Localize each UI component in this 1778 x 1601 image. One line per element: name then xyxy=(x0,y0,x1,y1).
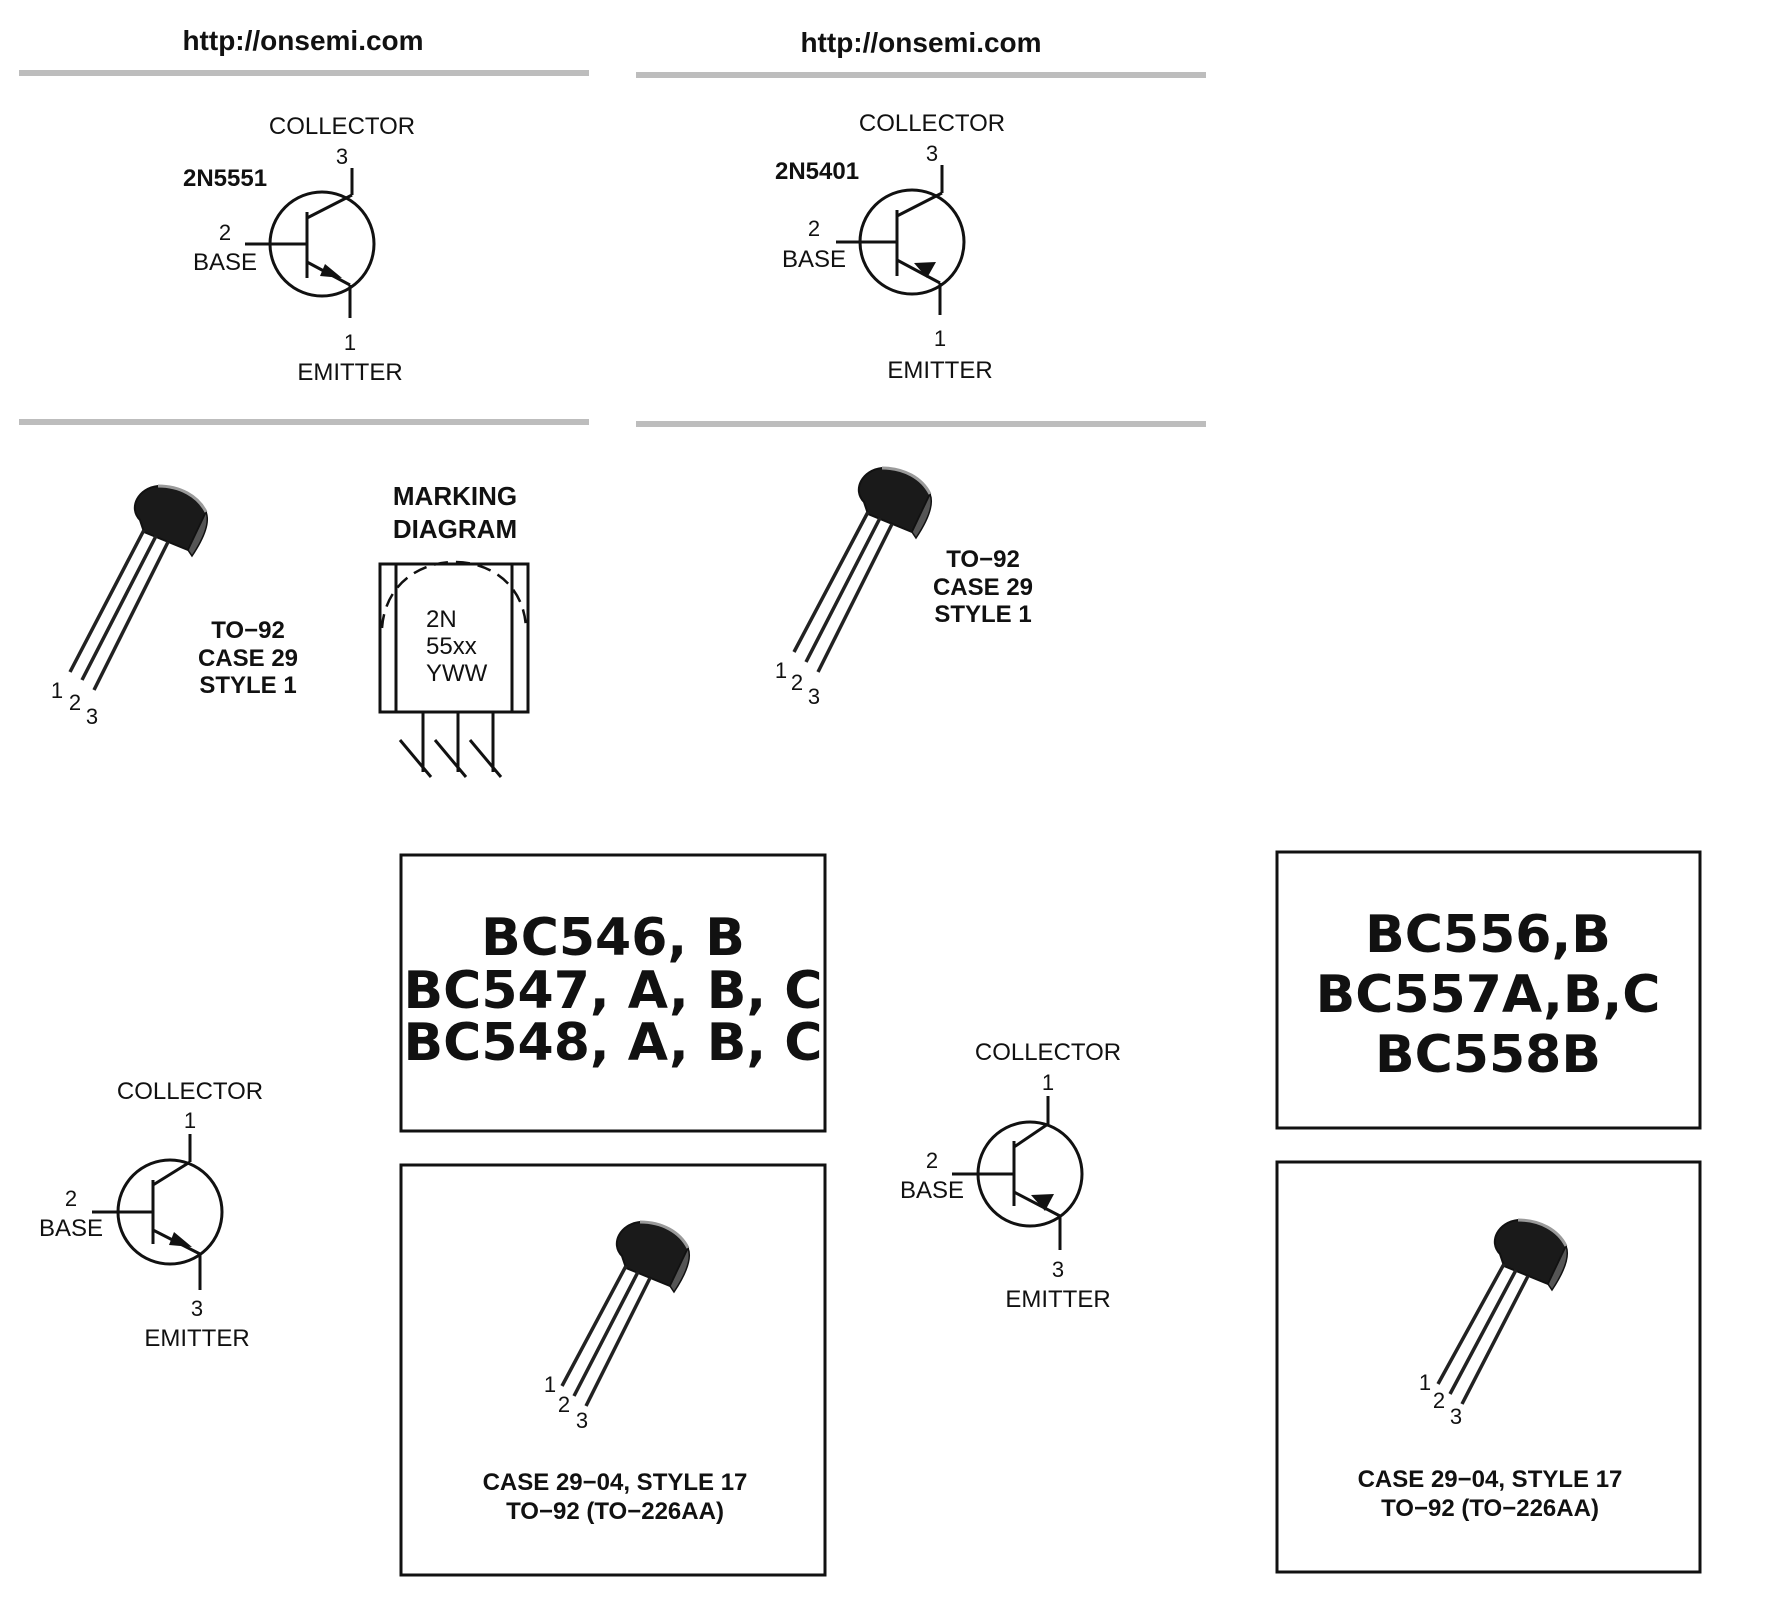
base-label: BASE xyxy=(781,246,847,273)
part-line-1: BC546, B xyxy=(481,908,745,968)
part-box-bc556 xyxy=(1277,852,1700,1128)
collector-label: COLLECTOR xyxy=(268,113,416,140)
collector-label: COLLECTOR xyxy=(858,110,1006,137)
emitter-label: EMITTER xyxy=(1005,1286,1111,1313)
transistor-symbol-bc54x xyxy=(39,1078,263,1352)
emitter-pin: 3 xyxy=(190,1296,204,1321)
case-line-2: TO−92 (TO−226AA) xyxy=(506,1498,724,1525)
part-line-1: BC556,B xyxy=(1365,905,1611,965)
marking-text-3: YWW xyxy=(426,660,488,687)
part-line-3: BC558B xyxy=(1375,1025,1601,1085)
url-left: http://onsemi.com xyxy=(182,25,424,56)
collector-label: COLLECTOR xyxy=(974,1039,1122,1066)
pin-1: 1 xyxy=(774,658,788,683)
base-pin: 2 xyxy=(925,1148,939,1173)
case-line-1: TO−92 xyxy=(946,546,1020,573)
pin-2: 2 xyxy=(790,670,804,695)
base-label: BASE xyxy=(192,249,258,276)
base-label: BASE xyxy=(38,1215,104,1242)
case-box-right xyxy=(1277,1162,1700,1572)
collector-pin: 1 xyxy=(183,1108,197,1133)
collector-pin: 3 xyxy=(925,141,939,166)
pin-1: 1 xyxy=(543,1372,557,1397)
emitter-label: EMITTER xyxy=(887,357,993,384)
pin-2: 2 xyxy=(557,1392,571,1417)
part-box-bc546 xyxy=(401,855,825,1131)
base-pin: 2 xyxy=(807,216,821,241)
case-line-2: CASE 29 xyxy=(932,574,1034,601)
case-line-2: TO−92 (TO−226AA) xyxy=(1381,1495,1599,1522)
pin-3: 3 xyxy=(85,704,99,729)
marking-title-2: DIAGRAM xyxy=(392,514,518,544)
part-number: 2N5401 xyxy=(775,158,860,185)
to92-package-right xyxy=(775,468,1033,709)
part-number: 2N5551 xyxy=(183,165,268,192)
collector-label: COLLECTOR xyxy=(116,1078,264,1105)
part-line-2: BC547, A, B, C xyxy=(403,961,823,1021)
collector-pin: 3 xyxy=(335,144,349,169)
base-pin: 2 xyxy=(64,1186,78,1211)
pin-2: 2 xyxy=(68,690,82,715)
case-line-3: STYLE 1 xyxy=(934,601,1032,628)
marking-diagram xyxy=(380,481,528,777)
base-pin: 2 xyxy=(218,220,232,245)
emitter-label: EMITTER xyxy=(297,359,403,386)
pin-1: 1 xyxy=(50,678,64,703)
url-right: http://onsemi.com xyxy=(800,27,1042,58)
part-line-3: BC548, A, B, C xyxy=(403,1013,823,1073)
pin-3: 3 xyxy=(575,1408,589,1433)
case-line-1: TO−92 xyxy=(211,617,285,644)
pin-3: 3 xyxy=(807,684,821,709)
emitter-pin: 1 xyxy=(933,326,947,351)
case-box-left xyxy=(401,1165,825,1575)
marking-text-1: 2N xyxy=(426,606,457,633)
transistor-symbol-2n5401 xyxy=(775,110,1005,384)
case-line-1: CASE 29−04, STYLE 17 xyxy=(1357,1466,1623,1493)
marking-text-2: 55xx xyxy=(426,633,477,660)
case-line-2: CASE 29 xyxy=(197,645,299,672)
pin-1: 1 xyxy=(1418,1370,1432,1395)
case-line-1: CASE 29−04, STYLE 17 xyxy=(482,1469,748,1496)
emitter-pin: 3 xyxy=(1051,1257,1065,1282)
pin-3: 3 xyxy=(1449,1404,1463,1429)
transistor-symbol-bc55x xyxy=(900,1039,1121,1313)
emitter-label: EMITTER xyxy=(144,1325,250,1352)
base-label: BASE xyxy=(899,1177,965,1204)
pin-2: 2 xyxy=(1432,1388,1446,1413)
to92-package-left xyxy=(51,486,298,729)
transistor-symbol-2n5551 xyxy=(183,113,415,386)
collector-pin: 1 xyxy=(1041,1070,1055,1095)
case-line-3: STYLE 1 xyxy=(199,672,297,699)
marking-title-1: MARKING xyxy=(392,481,518,511)
part-line-2: BC557A,B,C xyxy=(1315,965,1661,1025)
emitter-pin: 1 xyxy=(343,330,357,355)
